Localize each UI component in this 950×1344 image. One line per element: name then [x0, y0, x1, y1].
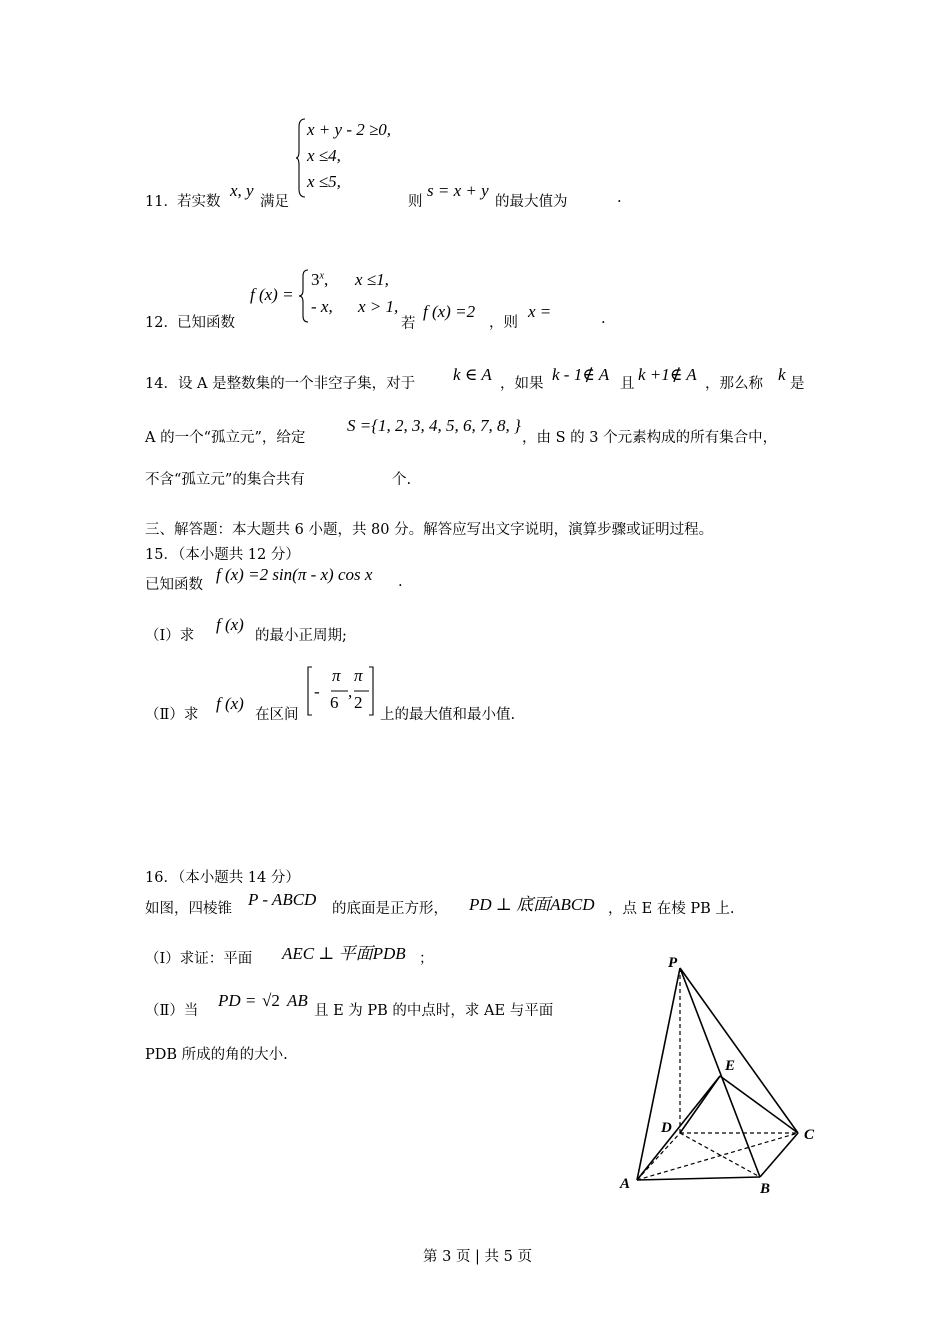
q11-ineq-2: x ≤4,	[307, 146, 341, 165]
q16-part2-m1: PD =	[218, 991, 257, 1010]
q15-interval-den2: 2	[354, 693, 363, 712]
q16-part2-b: 且 E 为 PB 的中点时，求 AE 与平面	[314, 1003, 554, 1019]
q12-brace	[298, 268, 310, 324]
q14-line1-d: ，那么称	[705, 376, 763, 392]
q14-k-minus: k - 1∉ A	[552, 365, 610, 384]
q12-prefix: 已知函数	[177, 315, 235, 331]
q15-part2-f: f (x)	[216, 694, 244, 713]
q15-end: .	[398, 574, 403, 590]
q15-part2-b: 在区间	[255, 707, 299, 723]
q11-suffix: 的最大值为	[495, 194, 568, 210]
q15-part2-a: （Ⅱ）求	[145, 707, 199, 723]
edge-AD	[637, 1133, 680, 1180]
q12-cond: f (x) =2	[423, 302, 476, 321]
label-C: C	[804, 1127, 815, 1143]
q11-end: .	[617, 190, 622, 206]
q15-part1-f: f (x)	[216, 615, 244, 634]
q15-interval-sign: -	[314, 682, 320, 701]
edge-AE	[637, 1076, 720, 1180]
diag-DB	[680, 1133, 760, 1177]
q11-number: 11．	[145, 194, 178, 210]
q14-line3-b: 个.	[392, 472, 412, 488]
q16-line1-c: ，点 E 在棱 PB 上.	[608, 901, 735, 917]
q15-interval-pi2: π	[354, 666, 363, 685]
section-3-header: 三、解答题：本大题共 6 小题，共 80 分。解答应写出文字说明，演算步骤或证明过程。	[145, 522, 714, 538]
q11-prefix: 若实数	[177, 194, 221, 210]
q12-case2-cond: x > 1,	[358, 297, 399, 316]
q12-end: .	[601, 311, 606, 327]
q12-case1-exp: x	[319, 270, 324, 282]
q16-part1-m: AEC ⊥ 平面PDB	[282, 944, 406, 963]
q11-vars: x, y	[230, 181, 254, 200]
q14-k-in-A: k ∈ A	[453, 365, 492, 384]
q11-expr: s = x + y	[427, 181, 489, 200]
pyramid-figure	[610, 950, 840, 1200]
q16-line1-b: 的底面是正方形，	[332, 901, 448, 917]
q16-line1-a: 如图，四棱锥	[145, 901, 232, 917]
label-A: A	[620, 1176, 631, 1192]
q14-line2-b: ，由 S 的 3 个元素构成的所有集合中，	[522, 430, 778, 446]
edge-PA	[637, 968, 680, 1180]
q14-line1-a: 14．设 A 是整数集的一个非空子集，对于	[145, 376, 416, 392]
q15-part1-b: 的最小正周期;	[255, 628, 347, 644]
q16-part1-b: ；	[419, 951, 434, 967]
q14-line1-b: ，如果	[500, 376, 544, 392]
q12-case2-val: - x,	[311, 297, 333, 316]
q15-part1-a: （Ⅰ）求	[145, 628, 195, 644]
diag-AC	[637, 1133, 798, 1180]
q11-then: 则	[408, 194, 423, 210]
q14-k: k	[778, 365, 786, 384]
label-E: E	[725, 1058, 736, 1074]
q16-header: 16．（本小题共 14 分）	[145, 870, 300, 886]
q15-func: f (x) =2 sin(π - x) cos x	[216, 565, 373, 584]
q15-interval-pi1: π	[332, 666, 341, 685]
label-D: D	[661, 1120, 672, 1136]
q16-part2-a: （Ⅱ）当	[145, 1003, 199, 1019]
q11-brace	[295, 117, 307, 199]
q15-part2-c: 上的最大值和最小值.	[380, 707, 516, 723]
q11-ineq-1: x + y - 2 ≥0,	[307, 120, 392, 139]
q15-interval-den1: 6	[330, 693, 339, 712]
q15-header: 15．（本小题共 12 分）	[145, 547, 300, 563]
q14-line1-c: 且	[620, 376, 635, 392]
q12-case1-val: 3$^x$,	[311, 270, 329, 289]
q12-case1-cond: x ≤1,	[355, 270, 389, 289]
q15-interval-comma: ,	[348, 682, 353, 701]
q14-line1-e: 是	[790, 376, 805, 392]
label-B: B	[760, 1181, 771, 1197]
q12-then: ，则	[489, 315, 518, 331]
q12-if: 若	[401, 316, 416, 332]
q11-ineq-3: x ≤5,	[307, 172, 341, 191]
edge-PB	[680, 968, 760, 1177]
q16-line1-m1: P - ABCD	[248, 890, 317, 909]
q12-func: f (x) =	[250, 285, 294, 304]
q16-part2-c: PDB 所成的角的大小.	[145, 1047, 288, 1063]
q12-number: 12．	[145, 315, 178, 331]
q14-set-S: S ={1, 2, 3, 4, 5, 6, 7, 8, }	[347, 416, 521, 435]
q14-k-plus: k +1∉ A	[638, 365, 697, 384]
q16-part1-a: （Ⅰ）求证：平面	[145, 951, 253, 967]
q16-part2-m2: AB	[287, 991, 308, 1010]
page-footer: 第 3 页 | 共 5 页	[423, 1249, 532, 1265]
q14-line2-a: A 的一个“孤立元”，给定	[145, 430, 306, 446]
q12-xeq: x =	[528, 302, 552, 321]
q16-part2-sqrt: √2	[262, 991, 280, 1010]
edge-AB	[637, 1177, 760, 1180]
edge-BC	[760, 1133, 798, 1177]
label-P: P	[668, 955, 678, 971]
q14-line3-a: 不含“孤立元”的集合共有	[145, 472, 305, 488]
q11-satisfy: 满足	[260, 194, 289, 210]
q15-intro: 已知函数	[145, 577, 203, 593]
q11-system	[307, 117, 391, 195]
edge-ED	[680, 1076, 720, 1133]
q16-line1-m2: PD ⊥ 底面ABCD	[469, 895, 595, 914]
